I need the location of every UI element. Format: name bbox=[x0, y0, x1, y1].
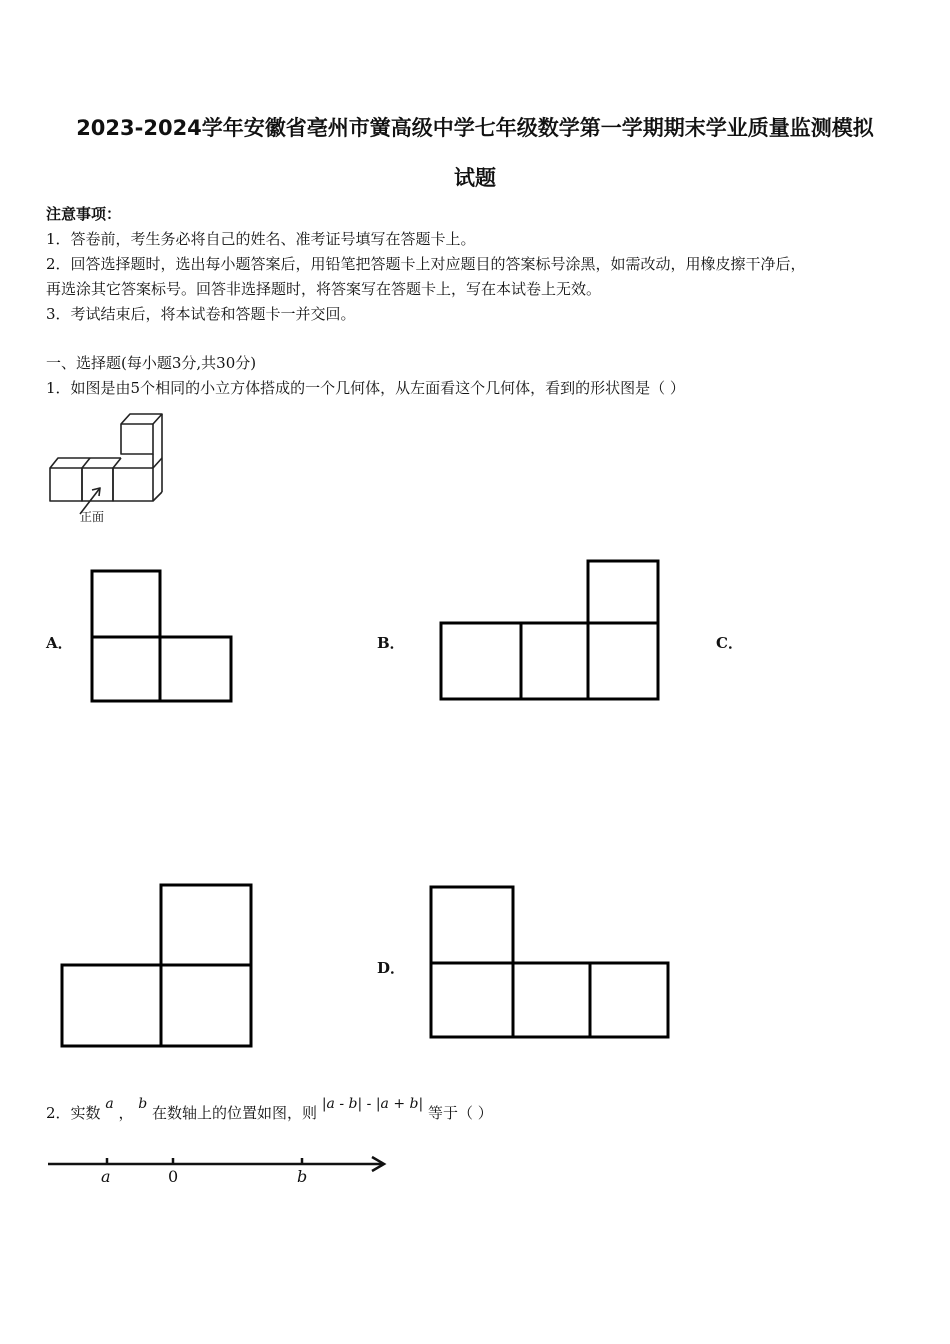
option-c-figure[interactable] bbox=[58, 882, 256, 1050]
question-2-middle: 在数轴上的位置如图，则 bbox=[152, 1104, 318, 1122]
option-d-figure[interactable] bbox=[428, 884, 674, 1042]
notice-item-1: 1．答卷前，考生务必将自己的姓名、准考证号填写在答题卡上。 bbox=[46, 230, 476, 248]
option-a-figure[interactable] bbox=[90, 568, 235, 704]
notice-heading: 注意事项： bbox=[46, 205, 122, 223]
cubes-figure bbox=[40, 408, 175, 528]
number-line-label-a: a bbox=[101, 1167, 111, 1186]
question-1-text: 1．如图是由5个相同的小立方体搭成的一个几何体，从左面看这个几何体，看到的形状图是（ ） bbox=[46, 379, 685, 397]
page-title-continued: 试题 bbox=[454, 166, 496, 190]
variable-b: b bbox=[138, 1096, 148, 1112]
question-2-prefix: 2．实数 bbox=[46, 1104, 101, 1122]
question-2-text bbox=[46, 1092, 493, 1124]
option-d-label[interactable]: D． bbox=[377, 959, 406, 977]
notice-item-3: 3．考试结束后，将本试卷和答题卡一并交回。 bbox=[46, 305, 356, 323]
number-line bbox=[46, 1150, 391, 1190]
notice-item-2-continued: 再选涂其它答案标号。回答非选择题时，将答案写在答题卡上，写在本试卷上无效。 bbox=[46, 280, 602, 298]
number-line-label-b: b bbox=[297, 1167, 308, 1186]
option-b-label[interactable]: B． bbox=[377, 634, 405, 652]
option-a-label[interactable]: A． bbox=[46, 634, 73, 652]
number-line-label-zero: 0 bbox=[168, 1167, 179, 1186]
page-title: 2023-2024学年安徽省亳州市黉高级中学七年级数学第一学期期末学业质量监测模拟 bbox=[76, 116, 874, 140]
question-2-suffix: 等于（ ） bbox=[427, 1104, 493, 1122]
front-label: 正面 bbox=[80, 510, 105, 524]
abs-expression: |a - b| - |a + b| bbox=[321, 1096, 424, 1112]
variable-a: a bbox=[105, 1096, 114, 1112]
notice-item-2: 2．回答选择题时，选出每小题答案后，用铅笔把答题卡上对应题目的答案标号涂黑，如需改动，用橡皮擦干净后， bbox=[46, 255, 806, 273]
section-heading: 一、选择题(每小题3分,共30分) bbox=[46, 354, 257, 372]
option-b-figure[interactable] bbox=[438, 558, 664, 704]
question-2-comma: ， bbox=[118, 1104, 134, 1122]
option-c-label[interactable]: C． bbox=[716, 634, 743, 652]
